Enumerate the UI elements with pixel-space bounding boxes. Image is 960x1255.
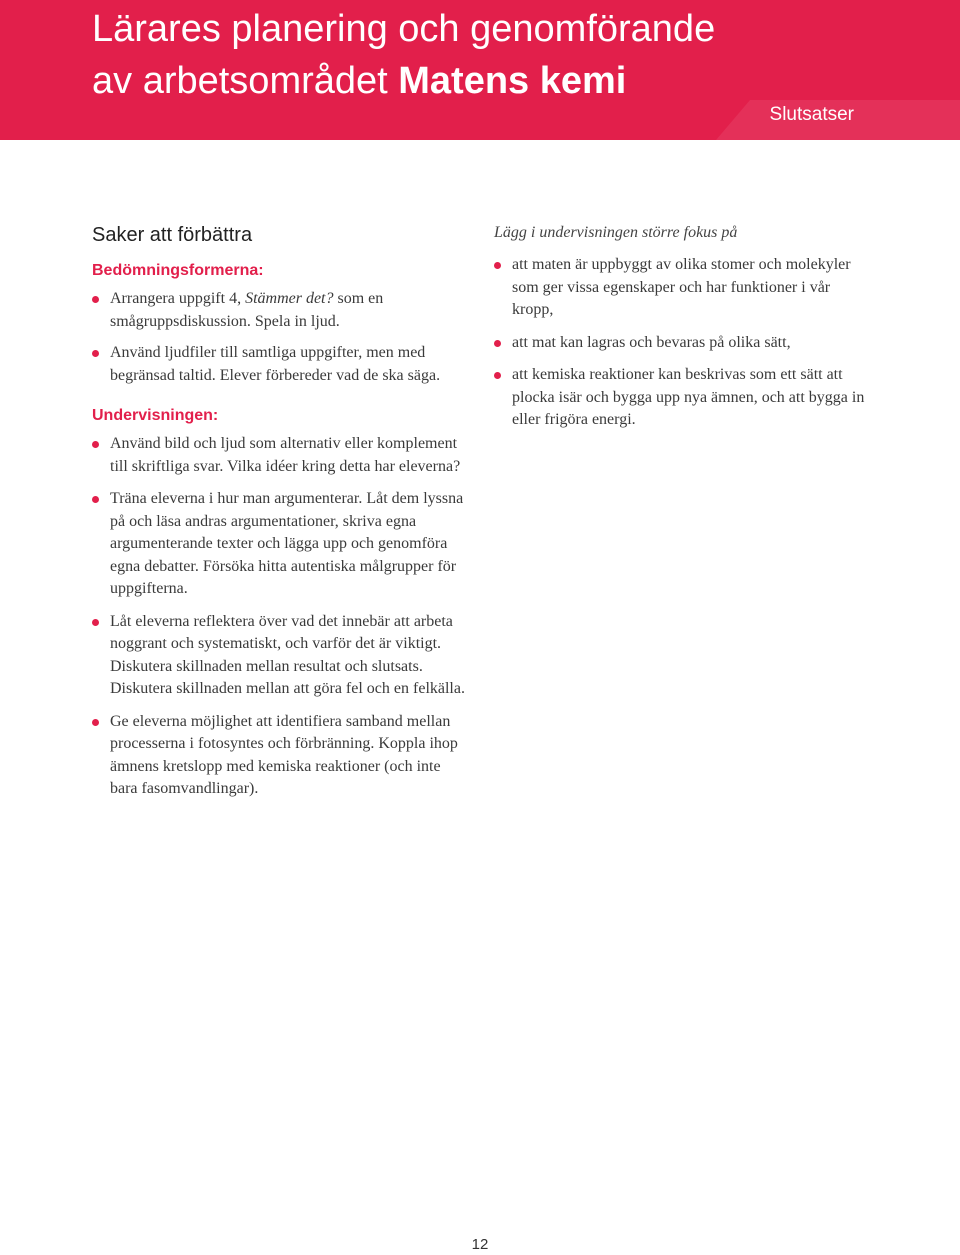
bullet-icon: [92, 619, 99, 626]
bullet-icon: [92, 296, 99, 303]
list-item: [92, 342, 472, 387]
title-line-2-prefix: av arbetsområdet: [92, 60, 399, 102]
list-item: [92, 711, 472, 801]
assessment-list: [92, 288, 472, 387]
bullet-icon: [92, 719, 99, 726]
list-item: [92, 611, 472, 701]
list-item-text: Ge eleverna möjlighet att identifiera samband mellan processerna i fotosyntes och förbränning. Koppla ihop ämnens kretslopp med kemiska reaktioner (och inte bara fasomvandlingar).: [110, 712, 458, 797]
section-label: Slutsatser: [769, 104, 854, 125]
title-line-2-bold: Matens kemi: [398, 60, 627, 102]
bullet-icon: [494, 340, 501, 347]
page-title: [92, 3, 715, 107]
list-item: [494, 364, 874, 432]
list-item: [494, 254, 874, 322]
list-item-text: att mat kan lagras och bevaras på olika sätt,: [512, 333, 791, 351]
list-item-text: att kemiska reaktioner kan beskrivas som ett sätt att plocka isär och bygga upp nya ämnen, och att bygga in eller frigöra energi.: [512, 366, 865, 428]
list-item: [92, 488, 472, 601]
bullet-icon: [494, 372, 501, 379]
focus-heading: Lägg i undervisningen större fokus på: [494, 224, 738, 241]
list-item: [92, 433, 472, 478]
list-item-text: Använd bild och ljud som alternativ eller komplement till skriftliga svar. Vilka idéer kring detta har eleverna?: [110, 435, 461, 475]
page-number: 12: [471, 1236, 489, 1253]
assessment-subheading: Bedömningsformerna:: [92, 262, 264, 279]
improvements-heading: Saker att förbättra: [92, 224, 253, 246]
list-item: [92, 288, 472, 333]
bullet-icon: [92, 350, 99, 357]
list-item-text: Låt eleverna reflektera över vad det innebär att arbeta noggrant och systematiskt, och varför det är viktigt. Diskutera skillnaden mellan resultat och slutsats. Diskutera skillnaden mellan att göra fel och en felkälla.: [110, 612, 465, 697]
list-item-text: att maten är uppbyggt av olika stomer och molekyler som ger vissa egenskaper och har funktioner i vår kropp,: [512, 256, 851, 318]
bullet-icon: [92, 441, 99, 448]
teaching-subheading: Undervisningen:: [92, 407, 219, 424]
list-item-text: Arrangera uppgift 4,: [110, 290, 246, 307]
list-item: [494, 332, 874, 355]
list-item-italic: Stämmer det?: [245, 290, 334, 307]
bullet-icon: [92, 496, 99, 503]
teaching-list: [92, 433, 472, 801]
list-item-text: Träna eleverna i hur man argumenterar. Låt dem lyssna på och läsa andras argumentationer, skriva egna argumenterande texter och lägga upp och genomföra egna debatter. Försöka hitta autentiska målgrupper för uppgifterna.: [110, 490, 464, 597]
title-line-1: Lärares planering och genomförande: [92, 8, 716, 50]
left-column: [92, 222, 472, 819]
list-item-text: som en smågruppsdiskussion. Spela in ljud.: [110, 290, 384, 330]
list-item-text: Använd ljudfiler till samtliga uppgifter, men med begränsad taltid. Elever förbereder vad de ska säga.: [110, 344, 441, 384]
bullet-icon: [494, 262, 501, 269]
focus-list: [494, 254, 874, 432]
right-column: [494, 222, 874, 450]
